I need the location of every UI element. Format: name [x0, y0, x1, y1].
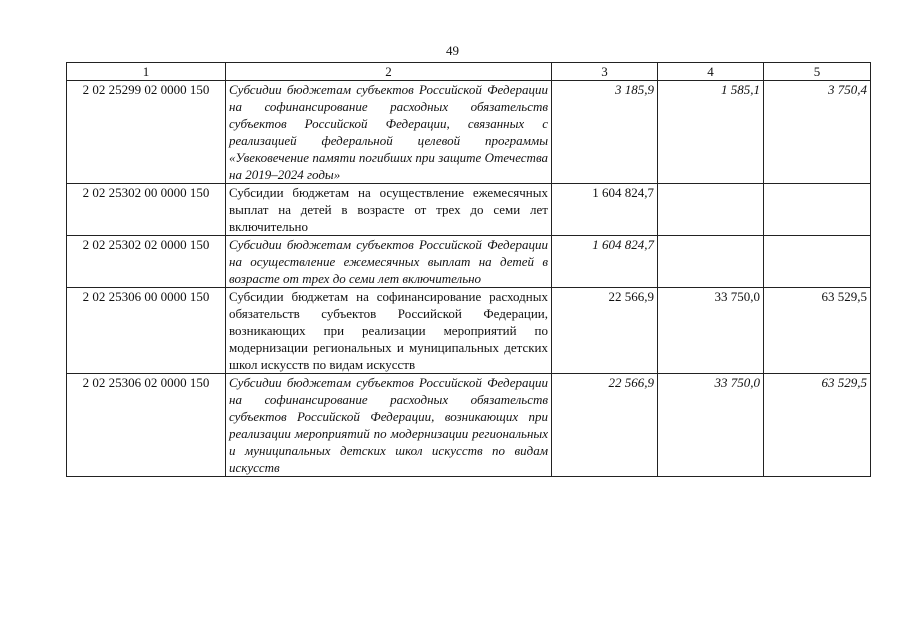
amount-col4-cell: 1 585,1 [658, 81, 764, 184]
column-header-4: 4 [658, 63, 764, 81]
amount-col5-cell: 3 750,4 [764, 81, 871, 184]
amount-col4-cell: 33 750,0 [658, 288, 764, 374]
page-number: 49 [446, 43, 459, 58]
amount-col5-cell: 63 529,5 [764, 374, 871, 477]
description-cell: Субсидии бюджетам субъектов Российской Федерации на софинансирование расходных обязательств субъектов Российской Федерации, возникающих при реализации мероприятий по модернизации региональных и муниципальных детских школ искусств по видам искусств [226, 374, 552, 477]
amount-col5-cell [764, 236, 871, 288]
table-row [67, 288, 871, 374]
amount-col3-cell: 1 604 824,7 [552, 236, 658, 288]
amount-col3-cell: 22 566,9 [552, 288, 658, 374]
budget-code-cell: 2 02 25299 02 0000 150 [67, 81, 226, 184]
column-header-3: 3 [552, 63, 658, 81]
column-header-1: 1 [67, 63, 226, 81]
amount-col3-cell: 3 185,9 [552, 81, 658, 184]
table-row [67, 236, 871, 288]
description-cell: Субсидии бюджетам на софинансирование расходных обязательств субъектов Российской Федерации, возникающих при реализации мероприятий по модернизации региональных и муниципальных детских школ искусств по видам искусств [226, 288, 552, 374]
budget-table [66, 62, 871, 477]
amount-col5-cell: 63 529,5 [764, 288, 871, 374]
table-row [67, 184, 871, 236]
budget-code-cell: 2 02 25306 02 0000 150 [67, 374, 226, 477]
description-cell: Субсидии бюджетам на осуществление ежемесячных выплат на детей в возрасте от трех до семи лет включительно [226, 184, 552, 236]
amount-col5-cell [764, 184, 871, 236]
amount-col4-cell: 33 750,0 [658, 374, 764, 477]
column-header-2: 2 [226, 63, 552, 81]
budget-code-cell: 2 02 25302 00 0000 150 [67, 184, 226, 236]
amount-col3-cell: 1 604 824,7 [552, 184, 658, 236]
column-number-row [67, 63, 871, 81]
description-cell: Субсидии бюджетам субъектов Российской Федерации на осуществление ежемесячных выплат на детей в возрасте от трех до семи лет включительно [226, 236, 552, 288]
amount-col3-cell: 22 566,9 [552, 374, 658, 477]
description-cell: Субсидии бюджетам субъектов Российской Федерации на софинансирование расходных обязательств субъектов Российской Федерации, связанных с реализацией федеральной целевой программы «Увековечение памяти погибших при защите Отечества на 2019–2024 годы» [226, 81, 552, 184]
amount-col4-cell [658, 184, 764, 236]
column-header-5: 5 [764, 63, 871, 81]
table-row [67, 374, 871, 477]
table-row [67, 81, 871, 184]
budget-code-cell: 2 02 25302 02 0000 150 [67, 236, 226, 288]
budget-code-cell: 2 02 25306 00 0000 150 [67, 288, 226, 374]
amount-col4-cell [658, 236, 764, 288]
